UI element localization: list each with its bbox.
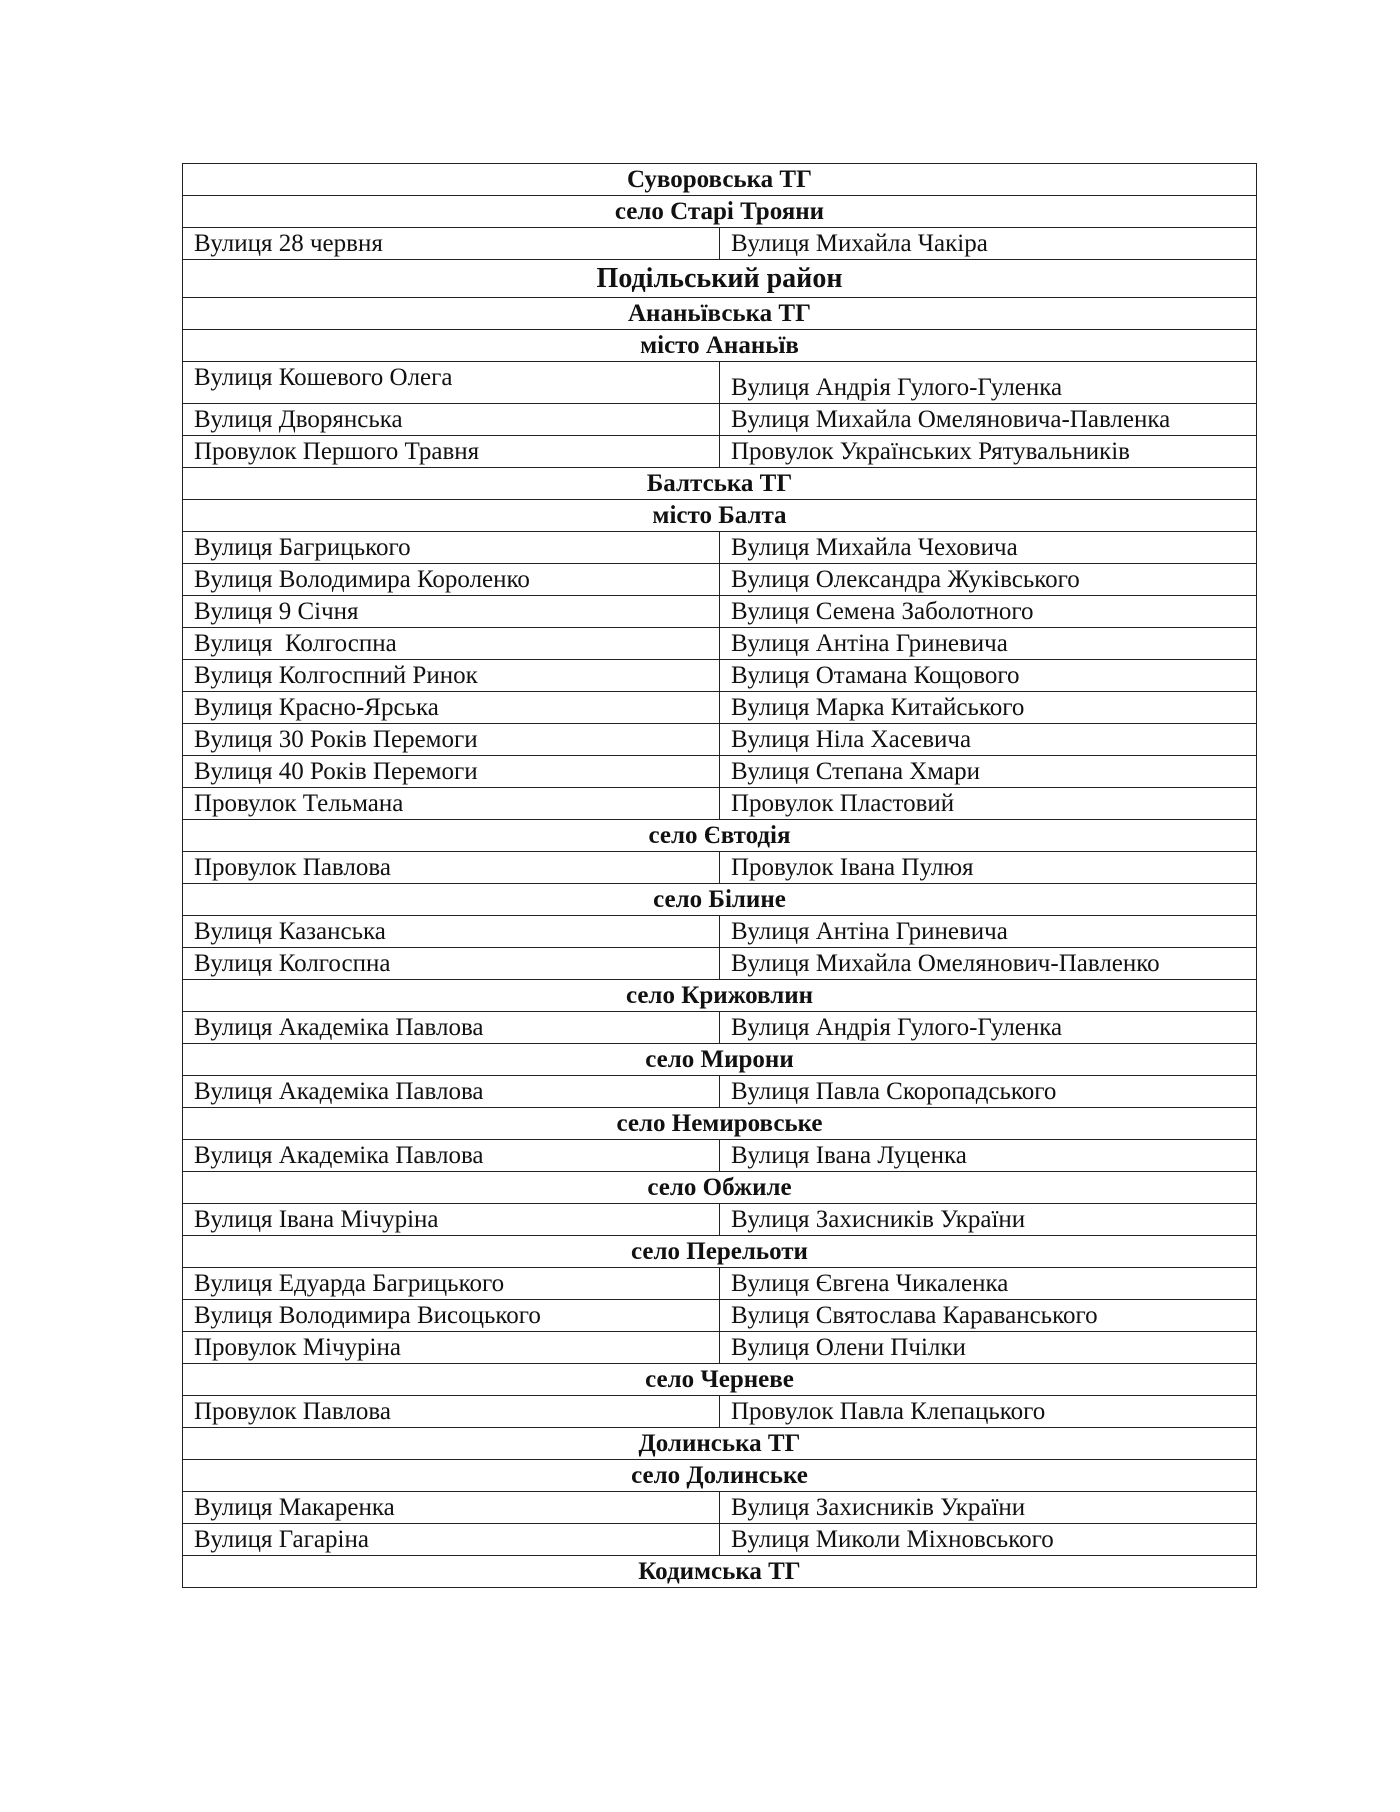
settlement-header: місто Ананьїв bbox=[183, 330, 1257, 362]
old-name-cell: Провулок Павлова bbox=[183, 852, 720, 884]
new-name-cell: Провулок Павла Клепацького bbox=[720, 1396, 1257, 1428]
table-row bbox=[183, 1236, 1257, 1268]
new-name-cell: Вулиця Олександра Жуківського bbox=[720, 564, 1257, 596]
table-row bbox=[183, 330, 1257, 362]
settlement-header: село Перельоти bbox=[183, 1236, 1257, 1268]
table-row bbox=[183, 1204, 1257, 1236]
new-name-cell: Вулиця Святослава Караванського bbox=[720, 1300, 1257, 1332]
old-name-cell: Вулиця Макаренка bbox=[183, 1492, 720, 1524]
old-name-cell: Вулиця Володимира Короленко bbox=[183, 564, 720, 596]
new-name-cell: Вулиця Антіна Гриневича bbox=[720, 628, 1257, 660]
table-row bbox=[183, 724, 1257, 756]
old-name-cell: Провулок Павлова bbox=[183, 1396, 720, 1428]
table-row bbox=[183, 1396, 1257, 1428]
table-row bbox=[183, 228, 1257, 260]
table-row bbox=[183, 788, 1257, 820]
settlement-header: село Білине bbox=[183, 884, 1257, 916]
old-name-cell: Вулиця Кошевого Олега bbox=[183, 362, 720, 404]
table-row bbox=[183, 298, 1257, 330]
new-name-cell: Вулиця Миколи Міхновського bbox=[720, 1524, 1257, 1556]
old-name-cell: Вулиця Колгоспна bbox=[183, 628, 720, 660]
table-row bbox=[183, 564, 1257, 596]
settlement-header: село Мирони bbox=[183, 1044, 1257, 1076]
table-row bbox=[183, 1492, 1257, 1524]
old-name-cell: Вулиця Академіка Павлова bbox=[183, 1076, 720, 1108]
table-row bbox=[183, 596, 1257, 628]
settlement-header: село Крижовлин bbox=[183, 980, 1257, 1012]
settlement-header: місто Балта bbox=[183, 500, 1257, 532]
table-row bbox=[183, 1556, 1257, 1588]
table-row bbox=[183, 1172, 1257, 1204]
old-name-cell: Провулок Першого Травня bbox=[183, 436, 720, 468]
new-name-cell: Вулиця Павла Скоропадського bbox=[720, 1076, 1257, 1108]
table-row bbox=[183, 404, 1257, 436]
table-row bbox=[183, 1332, 1257, 1364]
new-name-cell: Провулок Пластовий bbox=[720, 788, 1257, 820]
old-name-cell: Вулиця Колгоспна bbox=[183, 948, 720, 980]
community-header: Суворовська ТГ bbox=[183, 164, 1257, 196]
table-row bbox=[183, 916, 1257, 948]
old-name-cell: Провулок Мічуріна bbox=[183, 1332, 720, 1364]
new-name-cell: Вулиця Михайла Омелянович-Павленко bbox=[720, 948, 1257, 980]
community-header: Долинська ТГ bbox=[183, 1428, 1257, 1460]
table-row bbox=[183, 532, 1257, 564]
new-name-cell: Вулиця Івана Луценка bbox=[720, 1140, 1257, 1172]
old-name-cell: Вулиця Гагаріна bbox=[183, 1524, 720, 1556]
settlement-header: село Євтодія bbox=[183, 820, 1257, 852]
settlement-header: село Обжиле bbox=[183, 1172, 1257, 1204]
table-row bbox=[183, 196, 1257, 228]
old-name-cell: Вулиця 40 Років Перемоги bbox=[183, 756, 720, 788]
table-row bbox=[183, 980, 1257, 1012]
old-name-cell: Вулиця Багрицького bbox=[183, 532, 720, 564]
new-name-cell: Вулиця Степана Хмари bbox=[720, 756, 1257, 788]
table-row bbox=[183, 1012, 1257, 1044]
old-name-cell: Вулиця Володимира Висоцького bbox=[183, 1300, 720, 1332]
district-header: Подільський район bbox=[183, 260, 1257, 298]
table-row bbox=[183, 628, 1257, 660]
table-row bbox=[183, 1044, 1257, 1076]
new-name-cell: Вулиця Андрія Гулого-Гуленка bbox=[720, 1012, 1257, 1044]
table-row bbox=[183, 1460, 1257, 1492]
new-name-cell: Вулиця Отамана Кощового bbox=[720, 660, 1257, 692]
table-row bbox=[183, 164, 1257, 196]
table-row bbox=[183, 1268, 1257, 1300]
old-name-cell: Вулиця Казанська bbox=[183, 916, 720, 948]
table-row bbox=[183, 1108, 1257, 1140]
old-name-cell: Вулиця 28 червня bbox=[183, 228, 720, 260]
new-name-cell: Вулиця Андрія Гулого-Гуленка bbox=[720, 362, 1257, 404]
old-name-cell: Провулок Тельмана bbox=[183, 788, 720, 820]
community-header: Ананьївська ТГ bbox=[183, 298, 1257, 330]
new-name-cell: Вулиця Олени Пчілки bbox=[720, 1332, 1257, 1364]
table-row bbox=[183, 468, 1257, 500]
table-row bbox=[183, 362, 1257, 404]
new-name-cell: Вулиця Захисників України bbox=[720, 1204, 1257, 1236]
new-name-cell: Вулиця Ніла Хасевича bbox=[720, 724, 1257, 756]
new-name-cell: Вулиця Михайла Чеховича bbox=[720, 532, 1257, 564]
old-name-cell: Вулиця Едуарда Багрицького bbox=[183, 1268, 720, 1300]
table-row bbox=[183, 1428, 1257, 1460]
old-name-cell: Вулиця Івана Мічуріна bbox=[183, 1204, 720, 1236]
new-name-cell: Вулиця Семена Заболотного bbox=[720, 596, 1257, 628]
new-name-cell: Вулиця Марка Китайського bbox=[720, 692, 1257, 724]
table-row bbox=[183, 500, 1257, 532]
table-row bbox=[183, 436, 1257, 468]
old-name-cell: Вулиця Академіка Павлова bbox=[183, 1012, 720, 1044]
table-row bbox=[183, 660, 1257, 692]
table-row bbox=[183, 884, 1257, 916]
old-name-cell: Вулиця Дворянська bbox=[183, 404, 720, 436]
old-name-cell: Вулиця 30 Років Перемоги bbox=[183, 724, 720, 756]
table-row bbox=[183, 820, 1257, 852]
new-name-cell: Вулиця Михайла Чакіра bbox=[720, 228, 1257, 260]
old-name-cell: Вулиця Красно-Ярська bbox=[183, 692, 720, 724]
new-name-cell: Вулиця Михайла Омеляновича-Павленка bbox=[720, 404, 1257, 436]
old-name-cell: Вулиця 9 Січня bbox=[183, 596, 720, 628]
new-name-cell: Вулиця Антіна Гриневича bbox=[720, 916, 1257, 948]
community-header: Кодимська ТГ bbox=[183, 1556, 1257, 1588]
old-name-cell: Вулиця Колгоспний Ринок bbox=[183, 660, 720, 692]
table-row bbox=[183, 948, 1257, 980]
old-name-cell: Вулиця Академіка Павлова bbox=[183, 1140, 720, 1172]
street-rename-table bbox=[182, 163, 1257, 1588]
new-name-cell: Вулиця Захисників України bbox=[720, 1492, 1257, 1524]
table-row bbox=[183, 852, 1257, 884]
table-row bbox=[183, 260, 1257, 298]
table-row bbox=[183, 692, 1257, 724]
settlement-header: село Немировське bbox=[183, 1108, 1257, 1140]
community-header: Балтська ТГ bbox=[183, 468, 1257, 500]
new-name-cell: Вулиця Євгена Чикаленка bbox=[720, 1268, 1257, 1300]
table-row bbox=[183, 1076, 1257, 1108]
table-row bbox=[183, 1300, 1257, 1332]
new-name-cell: Провулок Івана Пулюя bbox=[720, 852, 1257, 884]
table-row bbox=[183, 1524, 1257, 1556]
table-row bbox=[183, 1364, 1257, 1396]
new-name-cell: Провулок Українських Рятувальників bbox=[720, 436, 1257, 468]
table-row bbox=[183, 1140, 1257, 1172]
settlement-header: село Старі Трояни bbox=[183, 196, 1257, 228]
table-row bbox=[183, 756, 1257, 788]
settlement-header: село Черневе bbox=[183, 1364, 1257, 1396]
settlement-header: село Долинське bbox=[183, 1460, 1257, 1492]
